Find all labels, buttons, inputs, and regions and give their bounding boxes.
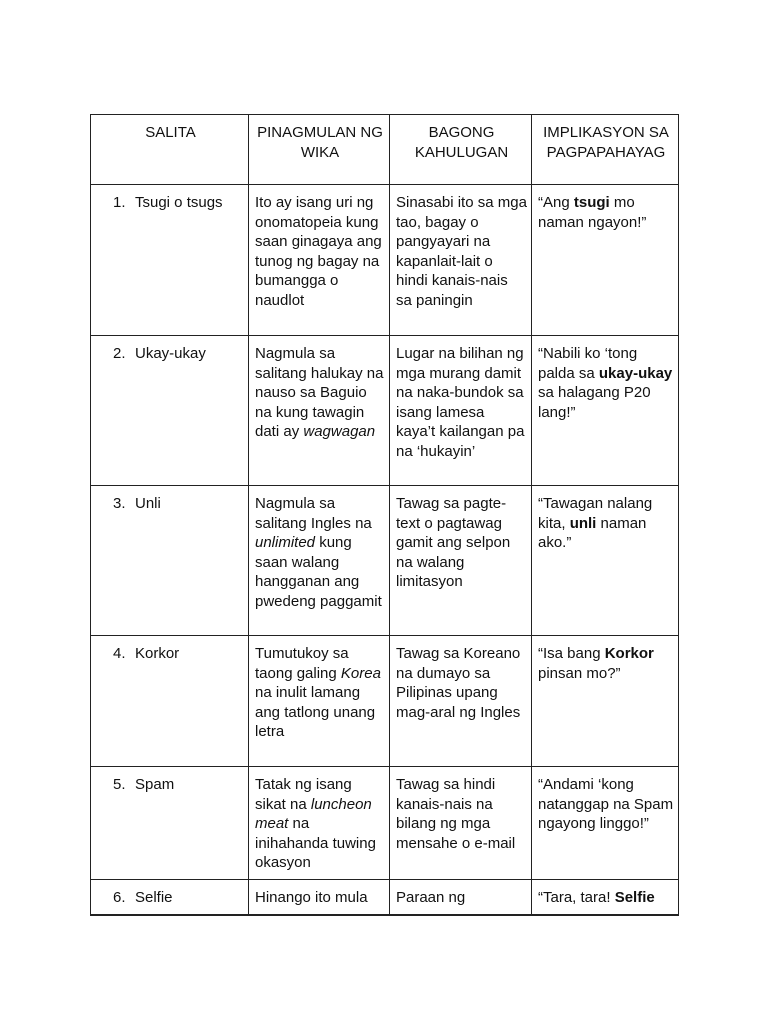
word-cell bbox=[91, 486, 249, 636]
word-text: Korkor bbox=[135, 645, 180, 662]
origin-cell bbox=[249, 767, 390, 880]
origin-text: na inihahanda tuwing okasyon bbox=[255, 815, 376, 871]
example-text: “Tara, tara! bbox=[538, 889, 615, 906]
example-cell bbox=[532, 336, 679, 486]
meaning-cell bbox=[390, 185, 532, 336]
row-number: 6. bbox=[113, 889, 126, 906]
word-text: Unli bbox=[135, 495, 161, 512]
header-salita: SALITA bbox=[91, 115, 249, 185]
origin-cell bbox=[249, 486, 390, 636]
meaning-cell bbox=[390, 636, 532, 767]
example-keyword: tsugi bbox=[573, 194, 610, 211]
meaning-text: Lugar na bilihan ng mga murang damit na naka-bundok sa isang lamesa kaya’t kailangan pa na ‘hukayin’ bbox=[396, 345, 525, 460]
word-cell bbox=[91, 767, 249, 880]
table-row bbox=[91, 486, 679, 636]
example-cell bbox=[532, 185, 679, 336]
origin-text: Hinango ito mula bbox=[255, 889, 368, 906]
meaning-cell bbox=[390, 336, 532, 486]
example-cell bbox=[532, 767, 679, 880]
word-text: Spam bbox=[135, 776, 175, 793]
example-cell bbox=[532, 880, 679, 916]
meaning-cell bbox=[390, 486, 532, 636]
row-number: 4. bbox=[113, 645, 126, 662]
origin-text: Ito ay isang uri ng onomatopeia kung saan ginagaya ang tunog ng bagay na bumangga o naudlot bbox=[255, 194, 382, 309]
vocabulary-table bbox=[90, 114, 679, 916]
word-cell bbox=[91, 636, 249, 767]
header-pinagmulan: PINAGMULAN NG WIKA bbox=[249, 115, 390, 185]
table-row bbox=[91, 336, 679, 486]
origin-cell bbox=[249, 185, 390, 336]
origin-italic: Korea bbox=[340, 664, 381, 682]
word-cell bbox=[91, 880, 249, 916]
example-text: “Andami ‘kong natanggap na Spam ngayong linggo!” bbox=[538, 776, 674, 832]
origin-text: kung saan walang hangganan ang pwedeng paggamit bbox=[255, 534, 382, 610]
meaning-text: Tawag sa pagte-text o pagtawag gamit ang selpon na walang limitasyon bbox=[396, 495, 511, 590]
example-text: naman ako.” bbox=[538, 514, 647, 551]
example-text: mo naman ngayon!” bbox=[538, 194, 647, 231]
example-keyword: Korkor bbox=[604, 645, 654, 662]
table-row bbox=[91, 636, 679, 767]
origin-text: na inulit lamang ang tatlong unang letra bbox=[255, 684, 376, 740]
row-number: 1. bbox=[113, 194, 126, 211]
example-text: “Tawagan nalang kita, bbox=[538, 495, 653, 532]
origin-text: Tumutukoy sa taong galing bbox=[255, 645, 349, 682]
origin-cell bbox=[249, 336, 390, 486]
meaning-text: Sinasabi ito sa mga tao, bagay o pangyayari na kapanlait-lait o hindi kanais-nais sa paningin bbox=[396, 194, 527, 309]
origin-text: Nagmula sa salitang halukay na nauso sa Baguio na kung tawagin dati ay bbox=[255, 345, 384, 440]
origin-cell bbox=[249, 880, 390, 916]
example-text: “Ang bbox=[538, 194, 574, 211]
word-text: Tsugi o tsugs bbox=[135, 194, 223, 211]
word-text: Ukay-ukay bbox=[135, 345, 206, 362]
origin-text: Nagmula sa salitang Ingles na bbox=[255, 495, 372, 532]
example-keyword: Selfie bbox=[614, 889, 655, 906]
example-cell bbox=[532, 486, 679, 636]
meaning-text: Tawag sa Koreano na dumayo sa Pilipinas upang mag-aral ng Ingles bbox=[396, 645, 521, 721]
origin-italic: unlimited bbox=[255, 534, 316, 551]
origin-italic: wagwagan bbox=[303, 423, 376, 440]
example-text: sa halagang P20 lang!” bbox=[538, 384, 651, 421]
origin-cell bbox=[249, 636, 390, 767]
example-keyword: ukay-ukay bbox=[598, 364, 673, 382]
row-number: 3. bbox=[113, 495, 126, 512]
example-cell bbox=[532, 636, 679, 767]
row-number: 5. bbox=[113, 776, 126, 793]
example-text: pinsan mo?” bbox=[538, 664, 621, 682]
origin-text: Tatak ng isang sikat na bbox=[255, 776, 352, 813]
example-keyword: unli bbox=[569, 514, 597, 532]
header-row bbox=[91, 115, 679, 185]
word-text: Selfie bbox=[135, 889, 173, 906]
word-cell bbox=[91, 185, 249, 336]
header-implikasyon: IMPLIKASYON SA PAGPAPAHAYAG bbox=[532, 115, 679, 185]
meaning-cell bbox=[390, 767, 532, 880]
row-number: 2. bbox=[113, 345, 126, 362]
example-text: “Isa bang bbox=[538, 645, 605, 662]
meaning-cell bbox=[390, 880, 532, 916]
header-bagong-kahulugan: BAGONG KAHULUGAN bbox=[390, 115, 532, 185]
table-row bbox=[91, 767, 679, 880]
meaning-text: Tawag sa hindi kanais-nais na bilang ng mga mensahe o e-mail bbox=[396, 776, 516, 852]
meaning-text: Paraan ng bbox=[396, 889, 466, 906]
word-cell bbox=[91, 336, 249, 486]
example-text: “Nabili ko ‘tong palda sa bbox=[538, 345, 638, 382]
table-row bbox=[91, 185, 679, 336]
origin-italic: luncheon meat bbox=[255, 795, 372, 832]
table-row bbox=[91, 880, 679, 916]
